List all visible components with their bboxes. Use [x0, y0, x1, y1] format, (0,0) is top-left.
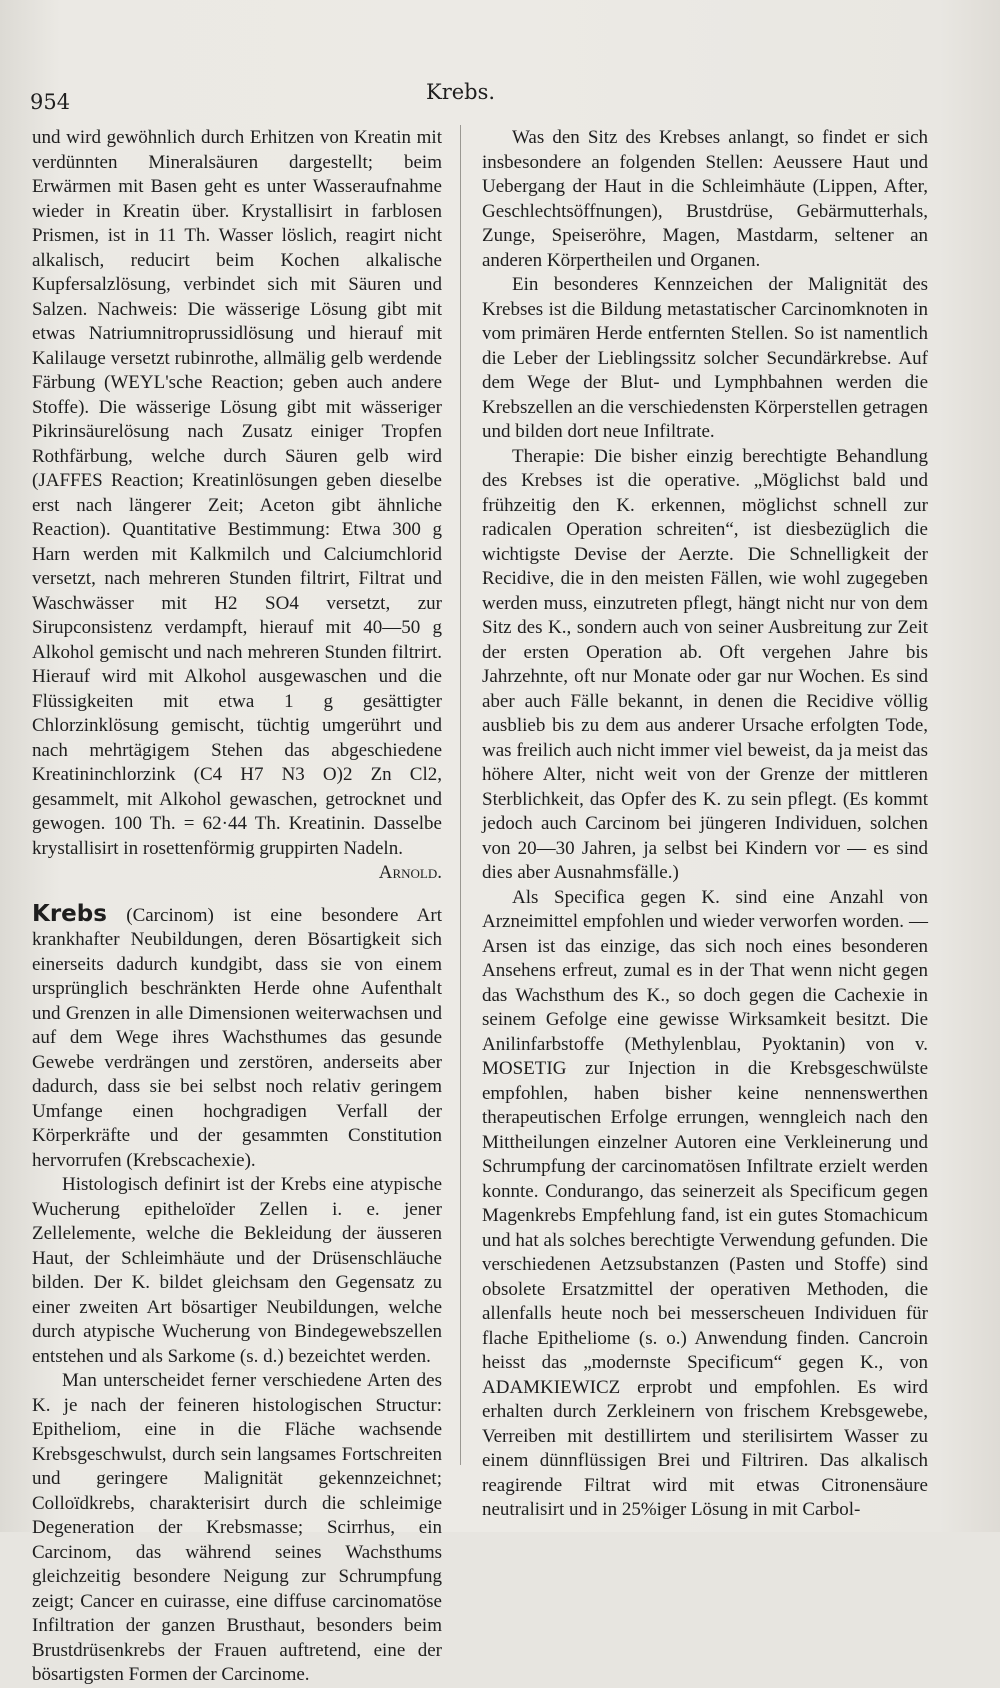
- krebs-definition-text: (Carcinom) ist eine besondere Art krankhafter Neubildungen, deren Bösartigkeit sich einerseits dadurch kundgibt, dass sie von einem ursprünglich beschränkten Herde ohne Aufenthalt und Grenzen in alle Dimensionen weiterwachsen und auf dem Wege ihres Wachsthumes das gesunde Gewebe verdrängen und zerstören, anderseits aber dadurch, dass sie bei selbst noch relativ geringem Umfange einen hochgradigen Verfall der Körperkräfte und der gesammten Constitution hervorrufen (Krebscachexie).: [32, 904, 442, 1171]
- paragraph-location: Was den Sitz des Krebses anlangt, so findet er sich insbesondere an folgenden Stellen: Aeussere Haut und Uebergang der Haut in die Schleimhäute (Lippen, After, Geschlechtsöffnungen), Brustdrüse, Gebärmutterhals, Zunge, Speiseröhre, Magen, Mastdarm, seltener an anderen Körpertheilen und Organen.: [482, 127, 928, 271]
- paragraph-specifica: Als Specifica gegen K. sind eine Anzahl von Arzneimittel empfohlen und wieder verworfen worden. — Arsen ist das einzige, das sich noch eines besonderen Ansehens erfreut, zumal es in der That wenn nicht gegen das Wachsthum des K., so doch gegen die Cachexie in seinem Gefolge eine gewisse Wirksamkeit besitzt. Die Anilinfarbstoffe (Methylenblau, Pyoktanin) von v. MOSETIG zur Injection in die Krebsgeschwülste empfohlen, haben bisher keine nennenswerthen therapeutischen Erfolge errungen, wenngleich nach den Mittheilungen einzelner Autoren eine Verkleinerung und Schrumpfung der carcinomatösen Infiltrate erzielt werden konnte. Condurango, das seinerzeit als Specificum gegen Magenkrebs Empfehlung fand, ist ein gutes Stomachicum und hat als solches berechtigte Verwendung gefunden. Die verschiedenen Aetzsubstanzen (Pasten und Stoffe) sind obsolete Ersatzmittel der operativen Methoden, die allenfalls heute noch bei messerscheuen Individuen für flache Epitheliome (s. o.) Anwendung finden. Cancroin heisst das „modernste Specificum“ gegen K., von ADAMKIEWICZ erprobt und empfohlen. Es wird erhalten durch Zerkleinern von frischem Krebsgewebe, Verreiben mit destillirtem und sterilisirtem Wasser zu einem dünnflüssigen Brei und Filtriren. Das alkalisch reagirende Filtrat wird mit etwas Citronensäure neutralisirt und in 25%iger Lösung in mit Carbol-: [482, 886, 928, 1520]
- left-column: [32, 126, 442, 1688]
- paragraph-histology: Histologisch definirt ist der Krebs eine atypische Wucherung epitheloïder Zellen i. e. jener Zellelemente, welche die Bekleidung der äusseren Haut, der Schleimhäute und der Drüsenschläuche bilden. Der K. bildet gleichsam den Gegensatz zu einer zweiten Art bösartiger Neubildungen, welche durch atypische Wucherung von Bindegewebszellen entstehen und als Sarkome (s. d.) bezeichtet werden.: [32, 1174, 442, 1367]
- paragraph-therapy: Therapie: Die bisher einzig berechtigte Behandlung des Krebses ist die operative. „Möglichst bald und frühzeitig den K. erkennen, möglichst schnell zur radicalen Operation schreiten“, ist diesbezüglich die wichtigste Devise der Aerzte. Die Schnelligkeit der Recidive, die in den meisten Fällen, wie wohl zugegeben werden muss, einzutreten pflegt, hängt nicht nur von dem Sitz des K., sondern auch von seiner Ausbreitung zur Zeit der ersten Operation ab. Oft vergehen Jahre bis Jahrzehnte, oft nur Monate oder gar nur Wochen. Es sind aber auch Fälle bekannt, in denen die Recidive völlig ausblieb bis zu dem aus anderer Ursache erfolgten Tode, was freilich auch nicht immer viel beweist, da ja meist das höhere Alter, nicht weit von der Grenze der mittleren Sterblichkeit, das Opfer des K. zu sein pflegt. (Es kommt jedoch auch Carcinom bei jüngeren Individuen, solchen von 20—30 Jahren, ja selbst bei Kindern vor — es sind dies aber Ausnahmsfälle.): [482, 445, 928, 883]
- right-column: [482, 126, 928, 1523]
- page-number: 954: [30, 90, 71, 114]
- running-title: Krebs.: [426, 80, 496, 104]
- paragraph-varieties: Man unterscheidet ferner verschiedene Arten des K. je nach der feineren histologischen Structur: Epitheliom, eine in die Fläche wachsende Krebsgeschwulst, durch sein langsames Fortschreiten und geringere Malignität gekennzeichnet; Colloïdkrebs, charakterisirt durch die schleimige Degeneration der Krebsmasse; Scirrhus, ein Carcinom, das während seines Wachsthums gleichzeitig besondere Neigung zur Schrumpfung zeigt; Cancer en cuirasse, eine diffuse carcinomatöse Infiltration der ganzen Brusthaut, besonders beim Brustdrüsenkrebs der Frauen auftretend, eine der bösartigsten Formen der Carcinome.: [32, 1370, 442, 1685]
- author-signature: Arnold.: [378, 862, 442, 883]
- paragraph-kreatinin-continuation: und wird gewöhnlich durch Erhitzen von Kreatin mit verdünnten Mineralsäuren dargestellt; beim Erwärmen mit Basen geht es unter Wasseraufnahme wieder in Kreatin über. Krystallisirt in farblosen Prismen, ist in 11 Th. Wasser löslich, reagirt nicht alkalisch, reducirt beim Kochen alkalische Kupfersalzlösung, verbindet sich mit Säuren und Salzen. Nachweis: Die wässerige Lösung gibt mit etwas Natriumnitroprussidlösung und hierauf mit Kalilauge versetzt rubinrothe, allmälig gelb werdende Färbung (WEYL'sche Reaction; geben auch andere Stoffe). Die wässerige Lösung gibt mit wässeriger Pikrinsäurelösung nach Zusatz einiger Tropfen Rothfärbung, welche durch Säuren gelb wird (JAFFES Reaction; Kreatinlösungen geben dieselbe erst nach längerer Zeit; Aceton gibt ähnliche Reaction). Quantitative Bestimmung: Etwa 300 g Harn werden mit Kalkmilch und Calciumchlorid versetzt, nach mehreren Stunden filtrirt, Filtrat und Waschwässer mit H2 SO4 versetzt, zur Sirupconsistenz verdampft, hierauf mit 40—50 g Alkohol gemischt und nach mehreren Stunden filtrirt. Hierauf wird mit Alkohol ausgewaschen und die Flüssigkeiten mit etwa 1 g gesättigter Chlorzinklösung gemischt, tüchtig umgerührt und nach mehrtägigem Stehen das abgeschiedene Kreatininchlorzink (C4 H7 N3 O)2 Zn Cl2, gesammelt, mit Alkohol gewaschen, getrocknet und gewogen. 100 Th. = 62·44 Th. Kreatinin. Dasselbe krystallisirt in rosettenförmig gruppirten Nadeln.: [32, 127, 442, 859]
- paragraph-malignancy: Ein besonderes Kennzeichen der Malignität des Krebses ist die Bildung metastatischer Carcinomknoten in vom primären Herde entfernten Stellen. So ist namentlich die Leber der Lieblingssitz solcher Secundärkrebse. Auf dem Wege der Blut- und Lymphbahnen werden die Krebszellen an die verschiedensten Körperstellen getragen und bilden dort neue Infiltrate.: [482, 274, 928, 442]
- headword-krebs: Krebs: [32, 900, 107, 927]
- column-divider: [460, 125, 461, 1465]
- paragraph-krebs-definition: [32, 902, 442, 1174]
